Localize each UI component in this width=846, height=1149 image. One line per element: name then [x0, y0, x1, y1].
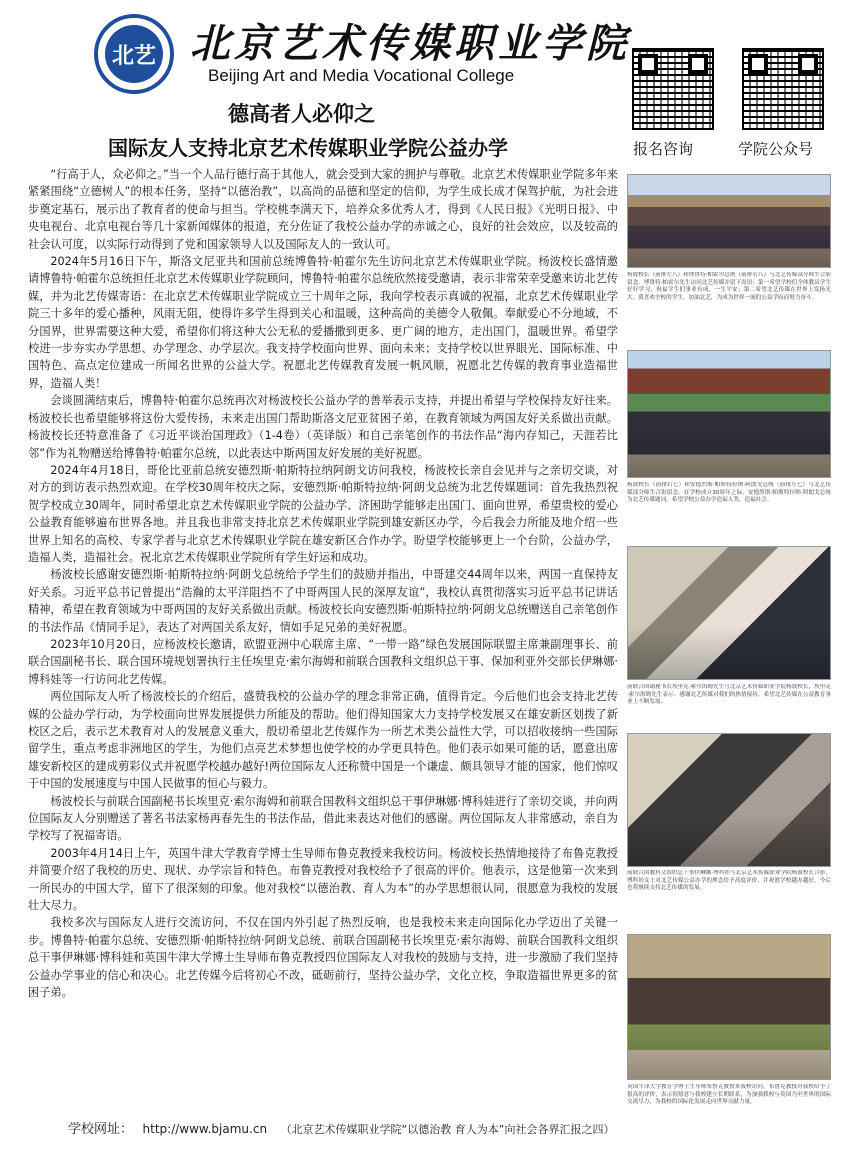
article-paragraph: 杨波校长感谢安德烈斯·帕斯特拉纳·阿朗戈总统给予学生们的鼓励并指出，中哥建交44周年以来，两国一直保持友好关系。习近平总书记曾提出“浩瀚的太平洋阻挡不了中哥两国人民的深厚友谊”，我校认真贯彻落实习近平总书记讲话精神，希望在教育领域为中哥两国的友好关系做出贡献。杨波校长向安德烈斯·帕斯特拉纳·阿朗戈总统赠送自己亲笔创作的书法作品《情同手足》，表达了对两国关系友好，情如手足兄弟的美好祝愿。: [28, 568, 618, 634]
article-paragraph: 2024年5月16日下午，斯洛文尼亚共和国前总统博鲁特·帕霍尔先生访问北京艺术传媒职业学院。杨波校长盛情邀请博鲁特·帕霍尔总统担任北京艺术传媒职业学院顾问，博鲁特·帕霍尔总统欣然接受邀请，表示非常荣幸受邀来访北艺传媒，并为北艺传媒寄语：在北京艺术传媒职业学院成立三十周年之际，我向学校表示真诚的祝福，北京艺术传媒职业学院三十多年的爱心播种，风雨无阻，使得许多学生得到关心和温暖，这种高尚的美德令人敬佩。奉献爱心不分地域，不分国界，世界需要这种大爱，希望你们将这种大公无私的爱播撒到更多、更广阔的地方，走出国门，温暖世界。希望学校进一步夯实办学思想、办学理念、办学层次。我支持学校面向世界、面向未来；支持学校以世界眼光、国际标准、中国特色、高点定位建成一所闻名世界的公益大学。祝愿北艺传媒教育发展一帆风顺，祝愿北艺传媒的教育事业造福世界，造福人类！: [28, 255, 618, 390]
article-paragraph: 两位国际友人听了杨波校长的介绍后，盛赞我校的公益办学的理念非常正确，值得肯定。今后他们也会支持北艺传媒的公益办学行动，为学校面向世界发展提供力所能及的帮助。他们得知国家大力支持学校发展又在雄安新区划拨了新校区之后，表示艺术教育对人的发展意义重大，殷切希望北艺传媒作为一所艺术类公益性大学，可以招收接纳一些国际留学生，重点考虑非洲地区的学生，为他们点亮艺术梦想也使学校的办学更具特色。他们表示如果可能的话，愿意出席雄安新校区的建成剪彩仪式并祝愿学校越办越好!两位国际友人还称赞中国是一个谦虚、颇具领导才能的国家，他们惊叹于中国的发展速度与中国人民做事的恒心与毅力。: [28, 690, 618, 791]
qr-label-official-account: 学院公众号: [738, 140, 814, 158]
article-paragraph: 2003年4月14日上午，英国牛津大学教育学博士生导师布鲁克教授来我校访问。杨波校长热情地接待了布鲁克教授并简要介绍了我校的历史、现状、办学宗旨和特色。布鲁克教授对我校给予了很高的评价。他表示，这是他第一次来到一所民办的中国大学，留下了很深刻的印象。他对我校“以德治教、育人为本”的办学思想很认同，很愿意为我校的发展壮大尽力。: [28, 846, 618, 913]
photo-solheim: [627, 546, 831, 680]
article-paragraph: “行高于人，众必仰之。”当一个人品行德行高于其他人，就会受到大家的拥护与尊敬。北京艺术传媒职业学院多年来紧紧围绕“立德树人”的根本任务，坚持“以德治教”，以高尚的品德和坚定的信仰，为学生成长成才保驾护航，为社会进步奠定基石，展示出了教育者的使命与担当。学校桃李满天下，培养众多优秀人才，得到《人民日报》《光明日报》、中央电视台、北京电视台等几十家新闻媒体的报道，充分佐证了我校公益办学的赤诚之心，良好的社会效应，以及较高的社会认可度，以实际行动得到了党和国家领导人以及国际友人的一致认可。: [28, 168, 618, 251]
photo-bokova: [627, 733, 831, 867]
photo-caption: 前联合国副秘书长埃里克·索尔海姆先生与北京艺术传媒职业学院杨波校长，埃里克·索尔海姆先生表示：感谢北艺传媒对我们的热情接待，希望北艺传媒在公益教育事业上不断发展。: [627, 684, 831, 706]
photo-caption: 杨波校长（前排右七）和安德烈斯·帕斯特拉纳·阿朗戈总统（前排左七）与北艺传媒部分师生合影留念。在学校成立30周年之际，安德烈斯·帕斯特拉纳·阿朗戈总统为北艺传媒题词，希望学校公益办学造福人类，造福社会。: [627, 482, 831, 504]
subheadline: 国际友人支持北京艺术传媒职业学院公益办学: [108, 136, 508, 160]
photo-oxford-visit: [627, 934, 831, 1080]
article-body: [28, 166, 618, 1124]
photo-caption: 英国牛津大学教育学博士生导师布鲁克教授来我校访问，布鲁克教授对我校给予了很高的评价，表示很愿意与我校建立长期联系，为加强我校与英国乃至世界的国际交流尽力，为我校的国际化发展走向世界贡献力量。: [627, 1084, 831, 1106]
photo-caption: 前联合国教科文组织总干事伊琳娜·博科娃与北京艺术传媒职业学院杨波校长合影，博科娃女士对北艺传媒公益办学的理念给予高度评价，并祝愿学校越办越好，今后也将继续支持北艺传媒的发展。: [627, 870, 831, 892]
photo-group-colombia: [627, 350, 831, 478]
photo-caption: 杨波校长（前排左八）和博鲁特·帕霍尔总统（前排右八）与北艺传媒部分师生合影留念。博鲁特·帕霍尔先生访问北艺传媒并留下寄语：第一希望学校们全体教员学生好好学习，祝福学生们事业有成，一生平安；第二希望北艺传媒在世界上发扬光大。我喜欢全校的学生，加油北艺，为成为世界一流的公益学府而努力奋斗。: [627, 272, 831, 301]
photo-group-slovenia: [627, 174, 831, 268]
website-label: 学校网址：: [68, 1122, 134, 1137]
college-logo: [94, 14, 174, 94]
article-paragraph: 我校多次与国际友人进行交流访问，不仅在国内外引起了热烈反响，也是我校未来走向国际化办学迈出了关键一步。博鲁特·帕霍尔总统、安德烈斯·帕斯特拉纳·阿朗戈总统、前联合国副秘书长埃里克·索尔海姆、前联合国教科文组织总干事伊琳娜·博科娃和英国牛津大学博士生导师布鲁克教授四位国际友人对我校的鼓励与支持，进一步激励了我们坚持公益办学事业的信心和决心。北艺传媒今后将初心不改，砥砺前行，坚持公益办学，文化立校，争取造福世界更多的贫困子弟。: [28, 916, 618, 1000]
college-name-en: Beijing Art and Media Vocational College: [208, 66, 515, 85]
footer-note: （北京艺术传媒职业学院“以德治教 育人为本”向社会各界汇报之四）: [280, 1123, 615, 1136]
college-name-cn: 北京艺术传媒职业学院: [190, 20, 630, 67]
logo-emblem: 北艺: [105, 25, 163, 83]
qr-code-official-account[interactable]: [742, 48, 824, 130]
website-link[interactable]: http://www.bjamu.cn: [142, 1122, 268, 1136]
footer: [68, 1118, 628, 1137]
article-paragraph: 2023年10月20日，应杨波校长邀请，欧盟亚洲中心联席主席、“一带一路”绿色发展国际联盟主席兼副理事长、前联合国副秘书长、联合国环境规划署执行主任埃里克·索尔海姆和前联合国教科文组织总干事、保加利亚外交部长伊琳娜·博科娃等一行访问北艺传媒。: [28, 637, 618, 686]
article-paragraph: 杨波校长与前联合国副秘书长埃里克·索尔海姆和前联合国教科文组织总干事伊琳娜·博科娃进行了亲切交谈，并向两位国际友人分别赠送了著名书法家杨再春先生的书法作品，借此来表达对他们的感谢。两位国际友人非常感动，亲自为学校写了祝福寄语。: [28, 794, 618, 843]
article-paragraph: 会谈圆满结束后，博鲁特·帕霍尔总统再次对杨波校长公益办学的善举表示支持，并提出希望与学校保持友好往来。杨波校长也希望能够将这份大爱传扬，未来走出国门帮助斯洛文尼亚贫困子弟，在教育领域为两国友好关系做出贡献。杨波校长还特意准备了《习近平谈治国理政》（1-4卷）（英译版）和自己亲笔创作的书法作品“海内存知己，天涯若比邻”作为礼物赠送给博鲁特·帕霍尔总统，以此表达中斯两国友好发展的美好祝愿。: [28, 394, 618, 460]
headline: 德高者人必仰之: [228, 102, 375, 126]
qr-label-enrollment: 报名咨询: [633, 140, 694, 158]
article-paragraph: 2024年4月18日，哥伦比亚前总统安德烈斯·帕斯特拉纳阿朗戈访问我校，杨波校长亲自会见并与之亲切交谈，对对方的到访表示热烈欢迎。在学校30周年校庆之际，安德烈斯·帕斯特拉纳·阿朗戈总统为北艺传媒题词：首先我热烈祝贺学校成立30周年，同时希望北京艺术传媒职业学院的公益办学、济困助学能够走出国门、面向世界，希望贵校的爱心公益教育能够遍布世界各地。并且我也非常支持北京艺术传媒职业学院到雄安新区办学，今后我会力所能及地介绍一些世界上知名的高校、专家学者与北京艺术传媒职业学院在雄安新区合作办学。盼望学校能够更上一个台阶，公益办学，造福人类，造福社会。祝北京艺术传媒职业学院所有学生好运和成功。: [28, 463, 618, 564]
qr-code-enrollment[interactable]: [632, 48, 714, 130]
